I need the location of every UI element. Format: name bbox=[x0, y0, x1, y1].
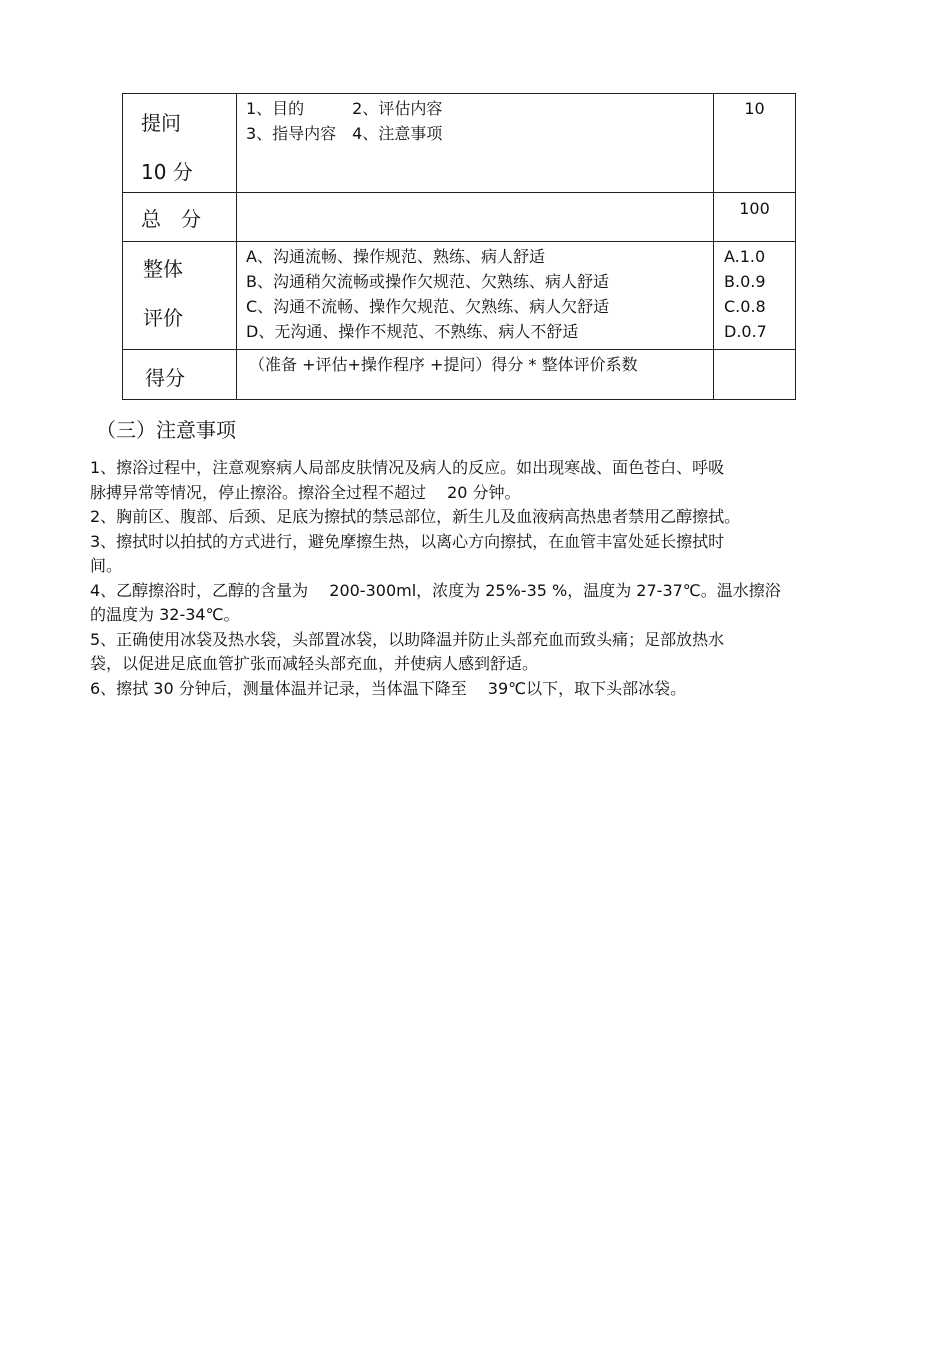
final-label: 得分 bbox=[145, 366, 185, 390]
overall-option-b: B、沟通稍欠流畅或操作欠规范、欠熟练、病人舒适 bbox=[246, 272, 609, 291]
ask-label-line1: 提问 bbox=[141, 111, 181, 135]
overall-coefficient-b: B.0.9 bbox=[724, 272, 766, 291]
overall-options-cell bbox=[237, 242, 714, 350]
note-item-5 bbox=[90, 628, 850, 677]
overall-label-line2: 评价 bbox=[143, 306, 183, 330]
ask-content-line1: 1、目的 2、评估内容 bbox=[246, 99, 443, 118]
overall-label-line1: 整体 bbox=[143, 257, 183, 281]
overall-coefficients-cell bbox=[714, 242, 796, 350]
note-1-line2: 脉搏异常等情况，停止擦浴。擦浴全过程不超过 20 分钟。 bbox=[90, 482, 521, 502]
note-5-line2: 袋，以促进足底血管扩张而减轻头部充血，并使病人感到舒适。 bbox=[90, 654, 539, 673]
table-row-total bbox=[123, 193, 796, 242]
note-item-1 bbox=[90, 456, 850, 505]
overall-coefficient-c: C.0.8 bbox=[724, 297, 766, 316]
final-label-cell bbox=[123, 350, 237, 400]
overall-option-d: D、无沟通、操作不规范、不熟练、病人不舒适 bbox=[246, 322, 579, 341]
note-item-4 bbox=[90, 579, 850, 628]
overall-label-cell bbox=[123, 242, 237, 350]
note-3-line2: 间。 bbox=[90, 556, 123, 575]
note-4-line2: 的温度为 32-34℃。 bbox=[90, 605, 240, 624]
note-item-6 bbox=[90, 677, 850, 702]
ask-content-line2: 3、指导内容 4、注意事项 bbox=[246, 124, 443, 143]
scoring-table bbox=[122, 93, 796, 400]
table-row-overall bbox=[123, 242, 796, 350]
note-6-line1: 6、擦拭 30 分钟后，测量体温并记录，当体温下降至 39℃以下，取下头部冰袋。 bbox=[90, 678, 687, 698]
total-label-cell bbox=[123, 193, 237, 242]
note-item-3 bbox=[90, 530, 850, 579]
table-row-ask bbox=[123, 94, 796, 193]
section-title: （三）注意事项 bbox=[96, 418, 236, 442]
note-5-line1: 5、正确使用冰袋及热水袋，头部置冰袋，以助降温并防止头部充血而致头痛；足部放热水 bbox=[90, 629, 725, 649]
total-score: 100 bbox=[739, 199, 770, 218]
ask-score-cell bbox=[714, 94, 796, 193]
ask-label-cell bbox=[123, 94, 237, 193]
ask-content-cell bbox=[237, 94, 714, 193]
final-content-cell bbox=[237, 350, 714, 400]
total-score-cell bbox=[714, 193, 796, 242]
ask-score: 10 bbox=[744, 99, 765, 118]
overall-option-c: C、沟通不流畅、操作欠规范、欠熟练、病人欠舒适 bbox=[246, 297, 610, 316]
total-content-cell bbox=[237, 193, 714, 242]
note-1-line1: 1、擦浴过程中，注意观察病人局部皮肤情况及病人的反应。如出现寒战、面色苍白、呼吸 bbox=[90, 458, 725, 477]
note-3-line1: 3、擦拭时以拍拭的方式进行，避免摩擦生热，以离心方向擦拭，在血管丰富处延长擦拭时 bbox=[90, 531, 725, 551]
ask-label-line2: 10 分 bbox=[141, 160, 193, 184]
note-4-line1: 4、乙醇擦浴时，乙醇的含量为 200-300ml，浓度为 25%-35 %，温度为 27-37℃。温水擦浴 bbox=[90, 580, 781, 600]
note-item-2 bbox=[90, 505, 850, 530]
final-score-cell bbox=[714, 350, 796, 400]
overall-coefficient-a: A.1.0 bbox=[724, 247, 766, 266]
table-row-final-score bbox=[123, 350, 796, 400]
note-2-line1: 2、胸前区、腹部、后颈、足底为擦拭的禁忌部位，新生儿及血液病高热患者禁用乙醇擦拭。 bbox=[90, 507, 741, 526]
overall-option-a: A、沟通流畅、操作规范、熟练、病人舒适 bbox=[246, 247, 545, 266]
overall-coefficient-d: D.0.7 bbox=[724, 322, 767, 341]
notes-list bbox=[90, 456, 850, 701]
final-formula: （准备 +评估+操作程序 +提问）得分 * 整体评价系数 bbox=[249, 355, 638, 374]
total-label: 总 分 bbox=[141, 207, 201, 231]
